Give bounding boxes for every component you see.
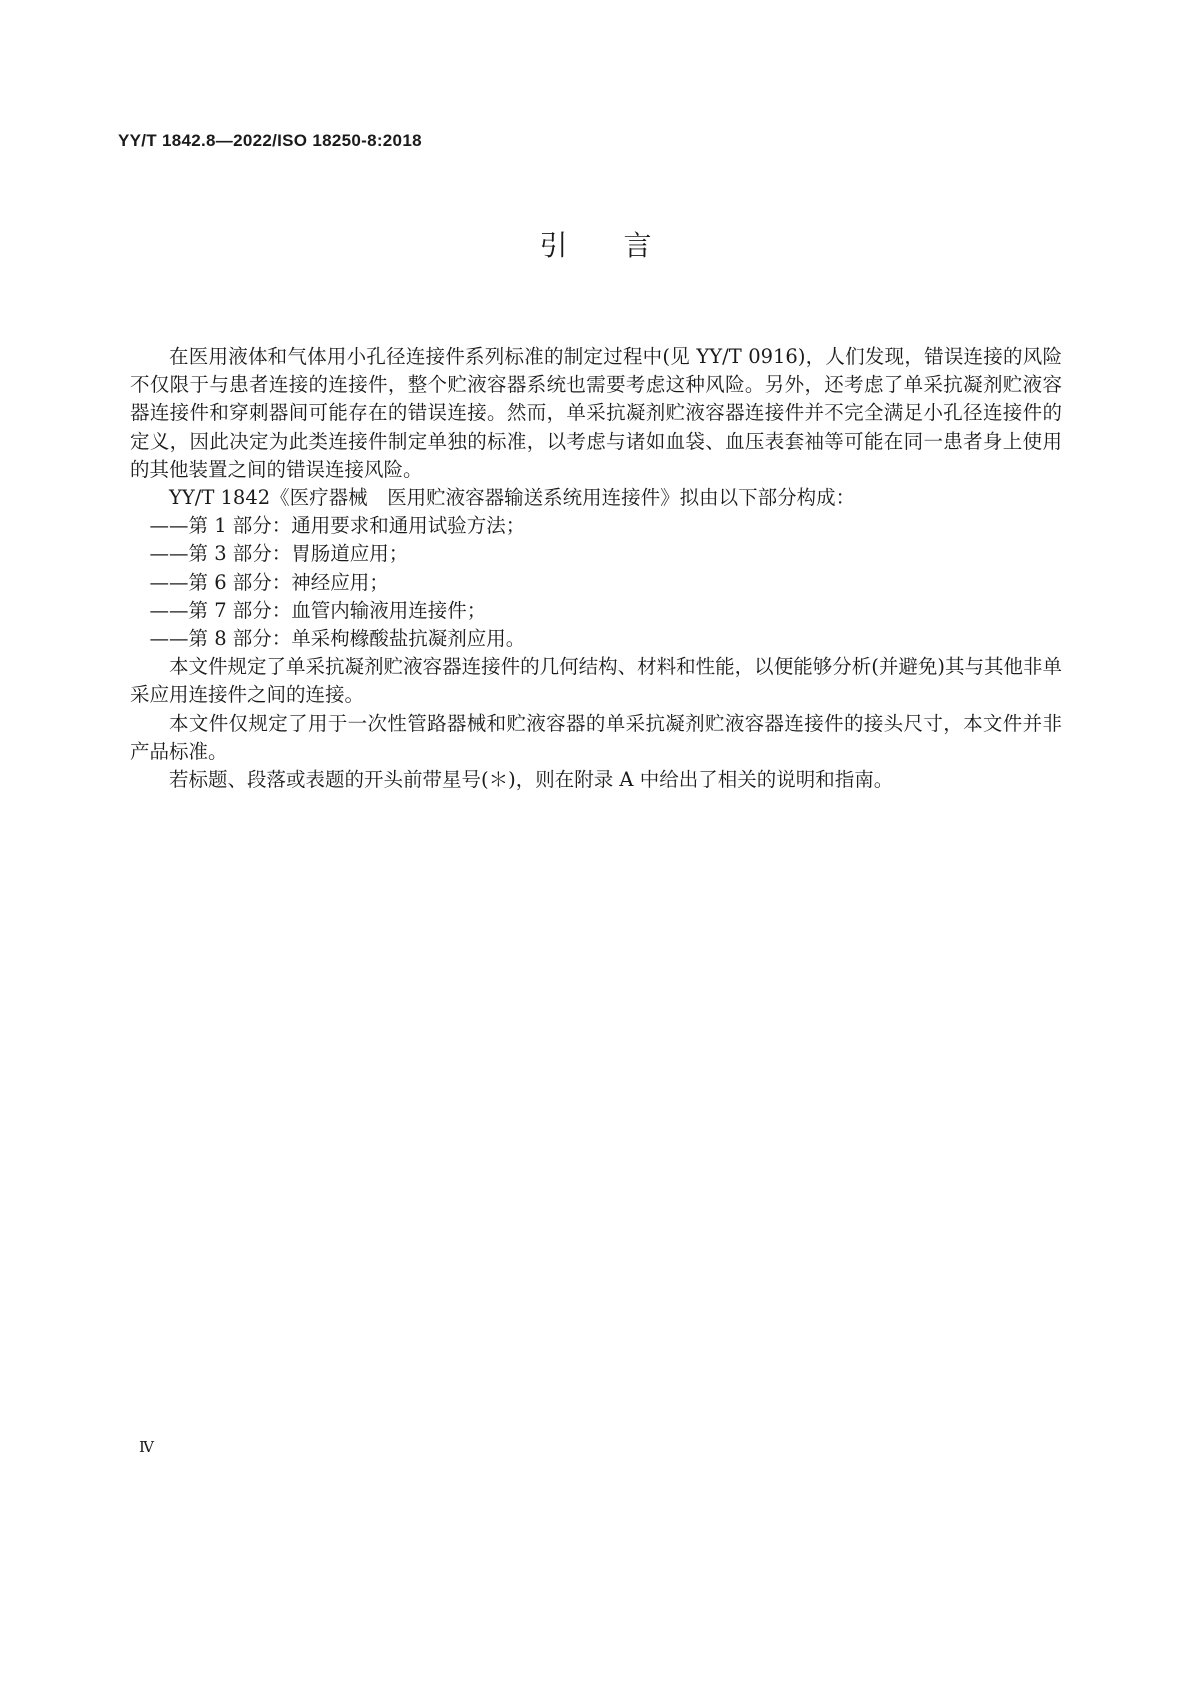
page-title: 引言 xyxy=(539,229,708,262)
paragraph: 本文件仅规定了用于一次性管路器械和贮液容器的单采抗凝剂贮液容器连接件的接头尺寸，本文件并非产品标准。 xyxy=(130,711,1062,763)
list-item: ——第 6 部分：神经应用； xyxy=(149,570,389,594)
paragraph: 在医用液体和气体用小孔径连接件系列标准的制定过程中(见 YY/T 0916)，人们发现，错误连接的风险不仅限于与患者连接的连接件，整个贮液容器系统也需要考虑这种风险。另外，还考虑了单采抗凝剂贮液容器连接件和穿刺器间可能存在的错误连接。然而，单采抗凝剂贮液容器连接件并不完全满足小孔径连接件的定义，因此决定为此类连接件制定单独的标准，以考虑与诸如血袋、血压表套袖等可能在同一患者身上使用的其他装置之间的错误连接风险。 xyxy=(130,345,1062,481)
paragraph: 本文件规定了单采抗凝剂贮液容器连接件的几何结构、材料和性能，以便能够分析(并避免)其与其他非单采应用连接件之间的连接。 xyxy=(130,655,1062,707)
list-item: ——第 3 部分：胃肠道应用； xyxy=(149,542,409,566)
list-item: ——第 7 部分：血管内输液用连接件； xyxy=(149,598,487,622)
standard-header: YY/T 1842.8—2022/ISO 18250-8:2018 xyxy=(118,131,422,150)
page-number: Ⅳ xyxy=(139,1438,154,1456)
list-item: ——第 1 部分：通用要求和通用试验方法； xyxy=(149,514,526,538)
paragraph: YY/T 1842《医疗器械 医用贮液容器输送系统用连接件》拟由以下部分构成： xyxy=(169,486,856,510)
list-item: ——第 8 部分：单采枸橼酸盐抗凝剂应用。 xyxy=(149,627,526,651)
document-body xyxy=(130,343,1062,794)
paragraph: 若标题、段落或表题的开头前带星号(＊)，则在附录 A 中给出了相关的说明和指南。 xyxy=(169,768,894,792)
